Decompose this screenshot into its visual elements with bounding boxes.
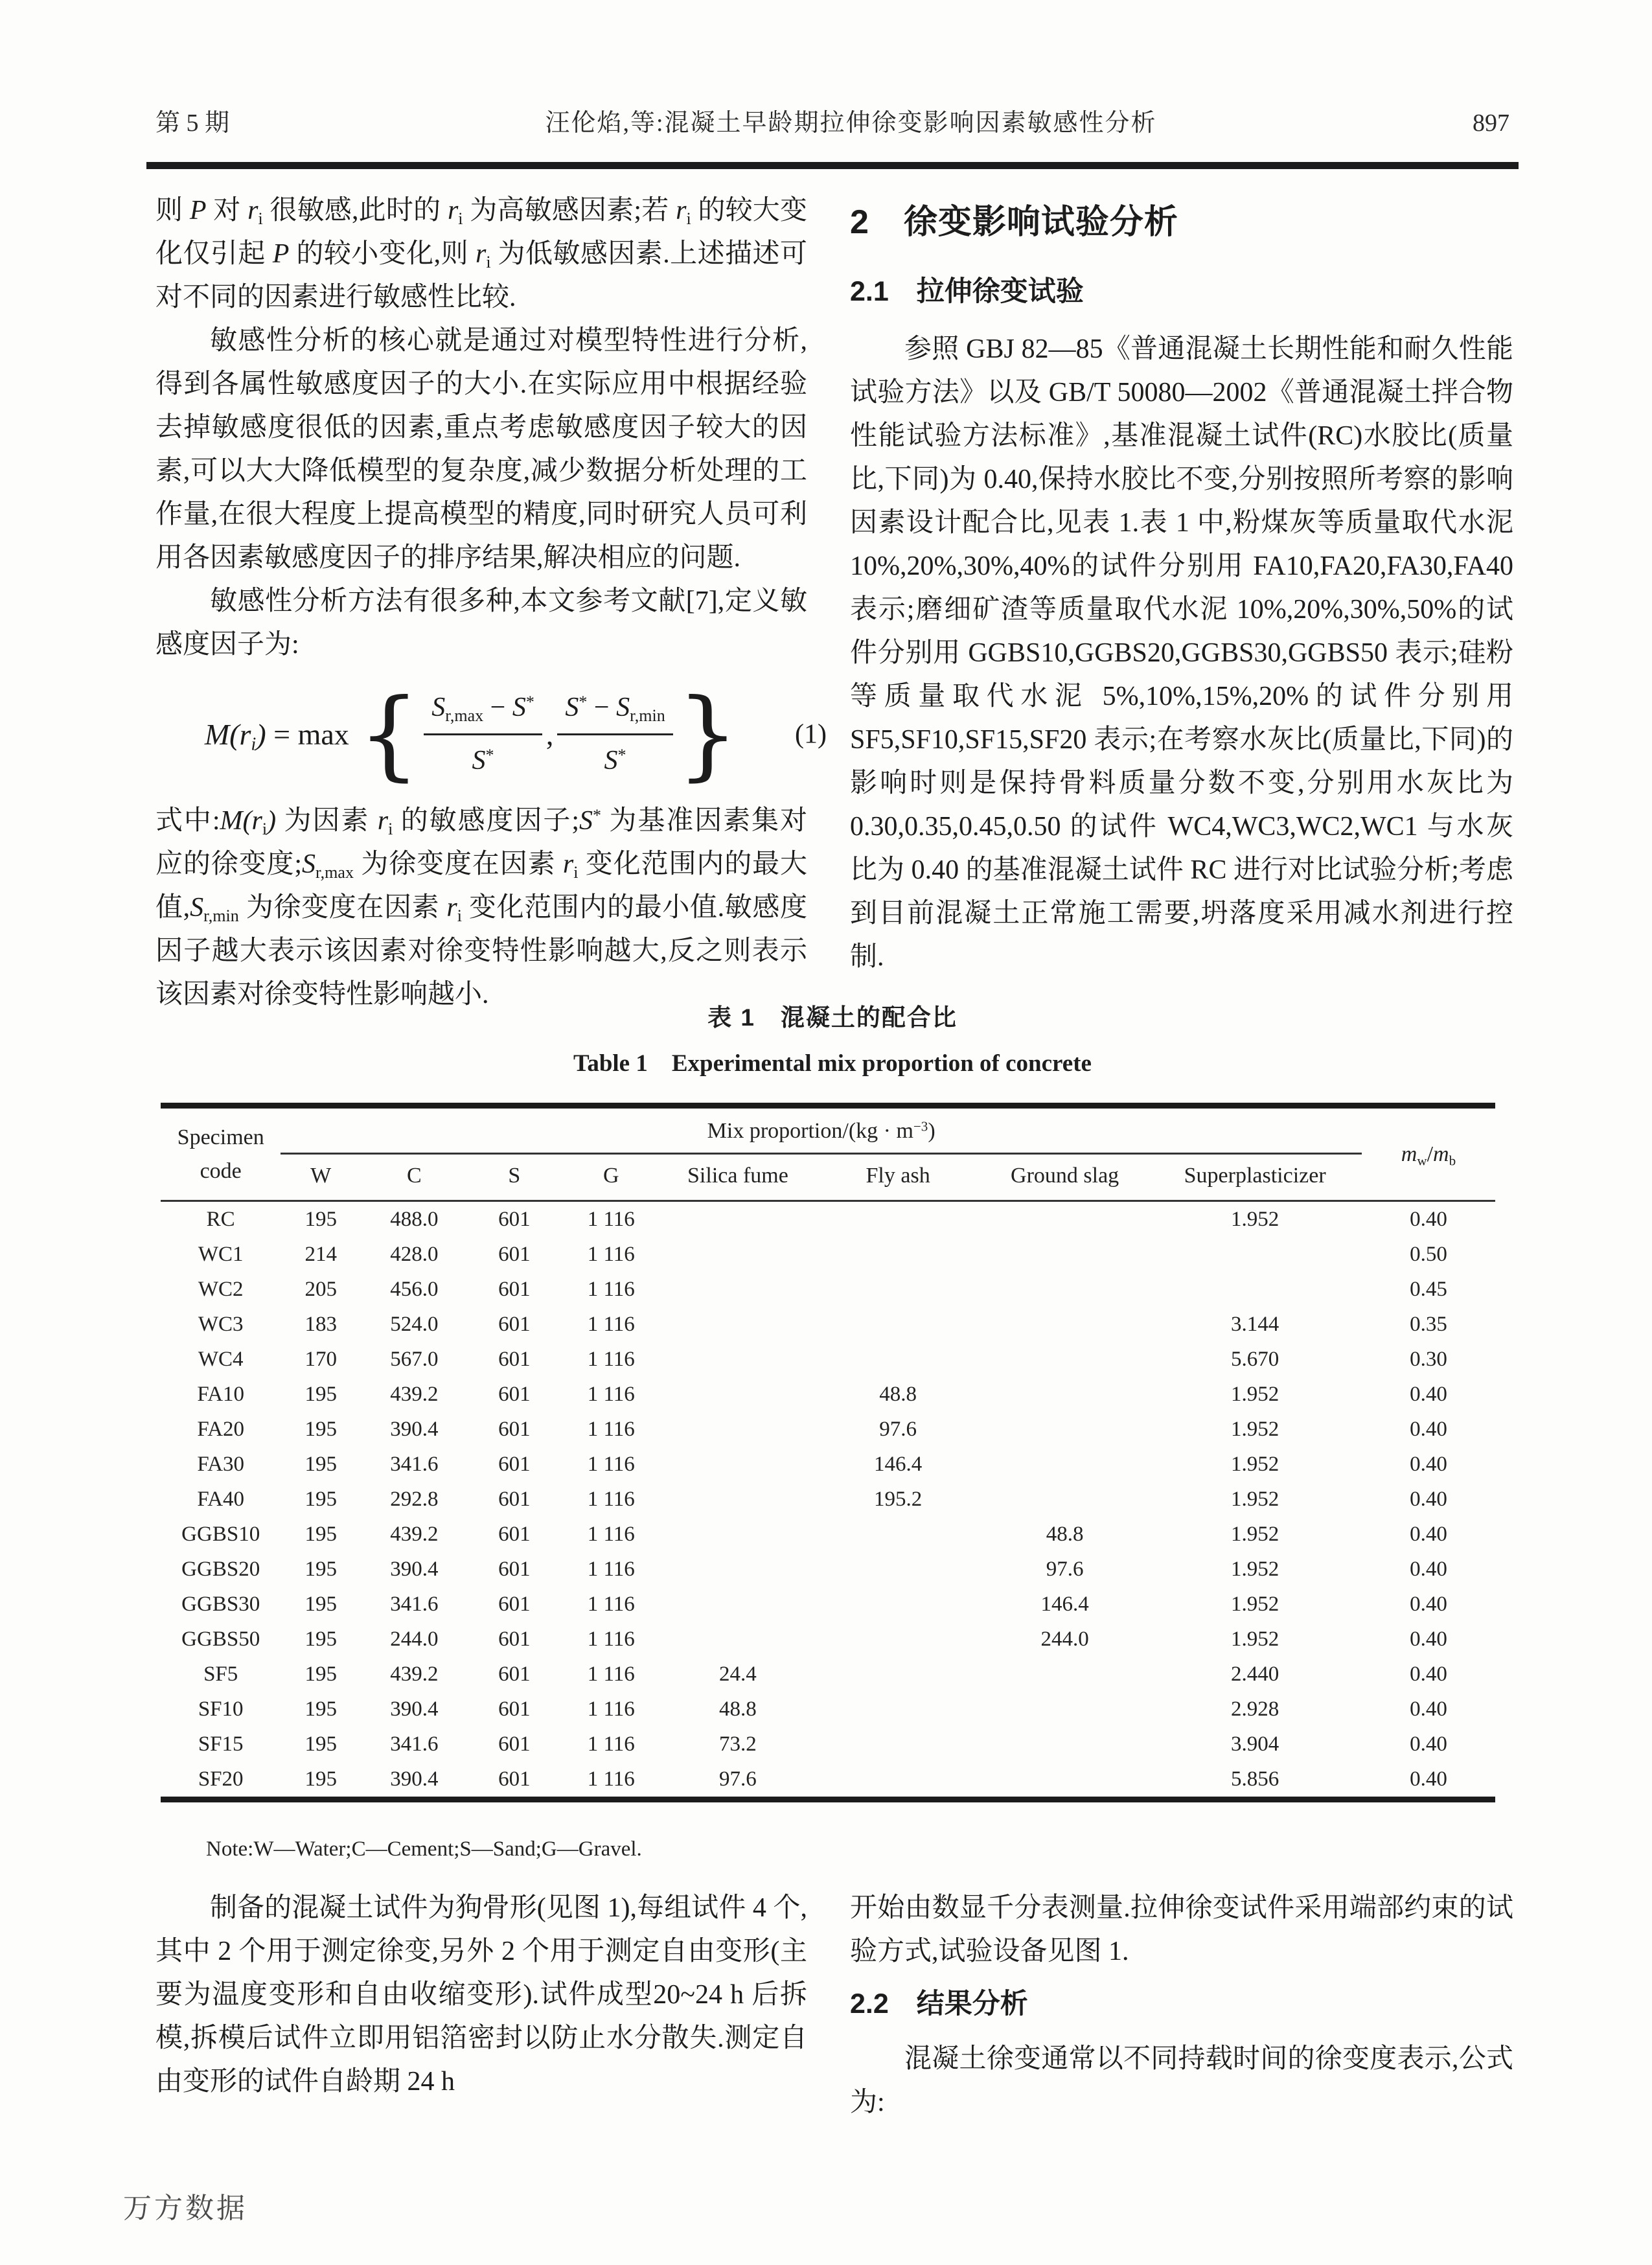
table-row — [161, 1622, 1495, 1657]
table-row — [161, 1377, 1495, 1412]
table-cell-w: 195 — [304, 1662, 337, 1686]
table-cell-sp: 1.952 — [1231, 1592, 1279, 1616]
left-column — [155, 189, 827, 1017]
table-cell-s: 601 — [498, 1557, 531, 1581]
table-cell-sp: 2.440 — [1231, 1662, 1279, 1686]
issue-label: 第 5 期 — [155, 109, 230, 137]
table-cell-s: 601 — [498, 1417, 531, 1441]
table-cell-sf — [661, 1447, 814, 1482]
table-cell-gs — [981, 1657, 1149, 1692]
col-header-specimen: Specimen code — [161, 1106, 281, 1201]
table-caption-en: Table 1 Experimental mix proportion of concrete — [573, 1050, 1092, 1077]
table-cell-c: 341.6 — [390, 1452, 439, 1476]
table-cell-sp: 1.952 — [1231, 1382, 1279, 1406]
fraction-1: $\frac{S_{r,max} - S^*}{S^*}$ — [424, 686, 542, 783]
table-cell-sp: 1.952 — [1231, 1557, 1279, 1581]
table-cell-sf: 73.2 — [719, 1732, 757, 1756]
table-cell-s: 601 — [498, 1627, 531, 1651]
table-cell-s: 601 — [498, 1767, 531, 1791]
running-title: 汪伦焰,等:混凝土早龄期拉伸徐变影响因素敏感性分析 — [545, 109, 1157, 137]
table-cell-r: 0.40 — [1410, 1452, 1447, 1476]
table-row — [161, 1342, 1495, 1377]
table-cell-gs — [981, 1727, 1149, 1762]
table-cell-c: 524.0 — [390, 1312, 439, 1336]
table-caption — [155, 998, 1509, 1078]
table-cell-w: 195 — [304, 1382, 337, 1406]
col-header-w: W — [281, 1154, 361, 1201]
table-cell-r: 0.40 — [1410, 1382, 1447, 1406]
table-cell-gs: 97.6 — [1046, 1557, 1084, 1581]
paragraph: 开始由数显千分表测量.拉伸徐变试件采用端部约束的试验方式,试验设备见图 1. — [850, 1893, 1513, 1966]
table-cell-c: 292.8 — [390, 1487, 439, 1511]
table-cell-sp: 2.928 — [1231, 1697, 1279, 1721]
table-cell-w: 195 — [304, 1697, 337, 1721]
table-row — [161, 1272, 1495, 1307]
bottom-left-column — [155, 1887, 807, 2104]
table-cell-fa — [814, 1762, 981, 1800]
table-cell-r: 0.40 — [1410, 1767, 1447, 1791]
table-cell-sp: 5.856 — [1231, 1767, 1279, 1791]
table-cell-fa: 48.8 — [879, 1382, 917, 1406]
table-cell-s: 601 — [498, 1697, 531, 1721]
table-cell-sf — [661, 1482, 814, 1517]
col-header-s: S — [468, 1154, 561, 1201]
table-cell-fa — [814, 1657, 981, 1692]
table-cell-g: 1 116 — [587, 1522, 635, 1546]
table-cell-gs — [981, 1377, 1149, 1412]
table-cell-s: 601 — [498, 1662, 531, 1686]
table-row — [161, 1482, 1495, 1517]
mix-proportion-table — [161, 1103, 1495, 1802]
table-cell-r: 0.40 — [1410, 1487, 1447, 1511]
paragraph: 敏感性分析的核心就是通过对模型特性进行分析,得到各属性敏感度因子的大小.在实际应用中根据经验去掉敏感度很低的因素,重点考虑敏感度因子较大的因素,可以大大降低模型的复杂度,减少数据分析处理的工作量,在很大程度上提高模型的精度,同时研究人员可利用各因素敏感度因子的排序结果,解决相应的问题. — [155, 326, 807, 573]
table-cell-gs — [981, 1412, 1149, 1447]
table-cell-w: 195 — [304, 1452, 337, 1476]
table-cell-gs — [981, 1201, 1149, 1237]
table-cell-fa — [814, 1272, 981, 1307]
col-header-c: C — [361, 1154, 468, 1201]
table-cell-gs: 146.4 — [1040, 1592, 1089, 1616]
equation-lhs: $M(r_i) = \max$ — [204, 718, 349, 755]
table-cell-g: 1 116 — [587, 1382, 635, 1406]
table-cell-sf — [661, 1342, 814, 1377]
table-cell-r: 0.40 — [1410, 1557, 1447, 1581]
table-cell-code: SF15 — [198, 1732, 244, 1756]
table-cell-r: 0.30 — [1410, 1347, 1447, 1371]
table-cell-r: 0.40 — [1410, 1592, 1447, 1616]
table-cell-code: SF10 — [198, 1697, 244, 1721]
table-cell-s: 601 — [498, 1382, 531, 1406]
table-cell-code: WC2 — [198, 1277, 244, 1301]
table-cell-w: 195 — [304, 1207, 337, 1231]
table-cell-sp — [1148, 1272, 1362, 1307]
col-header-g: G — [561, 1154, 661, 1201]
header-rule — [146, 162, 1519, 169]
table-cell-w: 195 — [304, 1417, 337, 1441]
col-header-fly-ash: Fly ash — [814, 1154, 981, 1201]
table-cell-s: 601 — [498, 1347, 531, 1371]
table-cell-g: 1 116 — [587, 1417, 635, 1441]
table-cell-r: 0.40 — [1410, 1522, 1447, 1546]
table-cell-fa — [814, 1552, 981, 1587]
table-cell-sf — [661, 1307, 814, 1342]
table-cell-fa — [814, 1692, 981, 1727]
table-cell-code: GGBS10 — [181, 1522, 260, 1546]
table-cell-s: 601 — [498, 1277, 531, 1301]
table-cell-g: 1 116 — [587, 1767, 635, 1791]
table-cell-code: WC3 — [198, 1312, 244, 1336]
table-cell-r: 0.40 — [1410, 1627, 1447, 1651]
table-cell-sp: 1.952 — [1231, 1627, 1279, 1651]
table-cell-fa — [814, 1307, 981, 1342]
table-cell-sf: 24.4 — [719, 1662, 757, 1686]
table-cell-sf — [661, 1552, 814, 1587]
table-cell-code: WC4 — [198, 1347, 244, 1371]
table-row — [161, 1201, 1495, 1237]
table-cell-sf — [661, 1622, 814, 1657]
table-cell-c: 439.2 — [390, 1522, 439, 1546]
table-cell-c: 390.4 — [390, 1767, 439, 1791]
table-cell-g: 1 116 — [587, 1592, 635, 1616]
table-cell-fa: 146.4 — [873, 1452, 923, 1476]
table-cell-code: FA10 — [197, 1382, 245, 1406]
table-cell-s: 601 — [498, 1487, 531, 1511]
table-cell-r: 0.40 — [1410, 1417, 1447, 1441]
equation-1: $M(r_i) = \max$ { $\frac{S_{r,max} - S^*}{S^*}$ , $\frac{S^* - S_{r,min}}{S^*}$ } (1) — [204, 678, 827, 791]
table-cell-g: 1 116 — [587, 1347, 635, 1371]
table-cell-sp: 5.670 — [1231, 1347, 1279, 1371]
table-cell-g: 1 116 — [587, 1697, 635, 1721]
table-cell-sf — [661, 1237, 814, 1272]
table-cell-c: 390.4 — [390, 1697, 439, 1721]
col-header-silica-fume: Silica fume — [661, 1154, 814, 1201]
table-row — [161, 1657, 1495, 1692]
table-cell-s: 601 — [498, 1592, 531, 1616]
section-heading: 2 徐变影响试验分析 — [850, 203, 1178, 241]
table-cell-fa — [814, 1727, 981, 1762]
table-cell-gs — [981, 1237, 1149, 1272]
table-cell-g: 1 116 — [587, 1557, 635, 1581]
table-cell-sp: 1.952 — [1231, 1487, 1279, 1511]
table-cell-sp: 1.952 — [1231, 1417, 1279, 1441]
table-cell-w: 183 — [304, 1312, 337, 1336]
table-cell-r: 0.50 — [1410, 1242, 1447, 1266]
table-cell-gs — [981, 1447, 1149, 1482]
table-cell-sp: 1.952 — [1231, 1452, 1279, 1476]
table-cell-fa: 97.6 — [879, 1417, 917, 1441]
table-cell-g: 1 116 — [587, 1627, 635, 1651]
table-cell-fa — [814, 1587, 981, 1622]
table-cell-fa: 195.2 — [873, 1487, 923, 1511]
right-column — [850, 189, 1513, 979]
table-cell-gs — [981, 1692, 1149, 1727]
table-cell-g: 1 116 — [587, 1312, 635, 1336]
fraction-2: $\frac{S^* - S_{r,min}}{S^*}$ — [557, 686, 672, 783]
table-cell-sp: 1.952 — [1231, 1207, 1279, 1231]
table-cell-c: 456.0 — [390, 1277, 439, 1301]
table-cell-sf: 48.8 — [719, 1697, 757, 1721]
table-cell-fa — [814, 1622, 981, 1657]
table-cell-code: GGBS30 — [181, 1592, 260, 1616]
table-cell-r: 0.35 — [1410, 1312, 1447, 1336]
table-row — [161, 1412, 1495, 1447]
table-cell-gs: 244.0 — [1040, 1627, 1089, 1651]
paragraph: 式中$:M(r_i)$ 为因素 $r_i$ 的敏感度因子;S* 为基准因素集对应的徐变度$;S_{r,max}$ 为徐变度在因素 $r_i$ 变化范围内的最大值$,S_{r,min}$ 为徐变度在因素 $r_i$ 变化范围内的最小值.敏感度因子越大表示该因素对徐变特性影响越大,反之则表示该因素对徐变特性影响越小. — [155, 805, 807, 1009]
table-cell-g: 1 116 — [587, 1277, 635, 1301]
table-cell-sf — [661, 1377, 814, 1412]
table-cell-g: 1 116 — [587, 1452, 635, 1476]
table-cell-gs — [981, 1307, 1149, 1342]
table-row — [161, 1237, 1495, 1272]
table-cell-s: 601 — [498, 1207, 531, 1231]
table-cell-s: 601 — [498, 1242, 531, 1266]
paragraph: 参照 GBJ 82—85《普通混凝土长期性能和耐久性能试验方法》以及 GB/T 50080—2002《普通混凝土拌合物性能试验方法标准》,基准混凝土试件(RC)水胶比(质量比,下同)为 0.40,保持水胶比不变,分别按照所考察的影响因素设计配合比,见表 1.表 1 中,粉煤灰等质量取代水泥 10%,20%,30%,40%的试件分别用 FA10,FA20,FA30,FA40 表示;磨细矿渣等质量取代水泥 10%,20%,30%,50%的试件分别用 GGBS10,GGBS20,GGBS30,GGBS50 表示;硅粉等质量取代水泥 5%,10%,15%,20%的试件分别用 SF5,SF10,SF15,SF20 表示;在考察水灰比(质量比,下同)的影响时则是保持骨料质量分数不变,分别用水灰比为 0.30,0.35,0.45,0.50 的试件 WC4,WC3,WC2,WC1 与水灰比为 0.40 的基准混凝土试件 RC 进行对比试验分析;考虑到目前混凝土正常施工需要,坍落度采用减水剂进行控制. — [850, 334, 1513, 972]
table-row — [161, 1447, 1495, 1482]
table-cell-c: 428.0 — [390, 1242, 439, 1266]
table-cell-w: 205 — [304, 1277, 337, 1301]
table-cell-sf — [661, 1587, 814, 1622]
running-head — [155, 102, 1509, 138]
table-cell-sf — [661, 1412, 814, 1447]
table-row — [161, 1552, 1495, 1587]
table-cell-w: 195 — [304, 1487, 337, 1511]
table-cell-code: RC — [206, 1207, 235, 1231]
table-cell-c: 390.4 — [390, 1557, 439, 1581]
paragraph: 敏感性分析方法有很多种,本文参考文献[7],定义敏感度因子为: — [155, 586, 807, 660]
paragraph: 则 P 对 $r_i$ 很敏感,此时的 $r_i$ 为高敏感因素;若 $r_i$ 的较大变化仅引起 P 的较小变化,则 $r_i$ 为低敏感因素.上述描述可对不同的因素进行敏感性比较. — [155, 196, 807, 312]
table-cell-sp: 3.144 — [1231, 1312, 1279, 1336]
table-cell-g: 1 116 — [587, 1732, 635, 1756]
table-cell-gs: 48.8 — [1046, 1522, 1084, 1546]
table-cell-fa — [814, 1517, 981, 1552]
table-cell-r: 0.40 — [1410, 1697, 1447, 1721]
col-header-ratio: $m_w/m_b$ — [1362, 1106, 1495, 1201]
table-row — [161, 1517, 1495, 1552]
table-cell-w: 214 — [304, 1242, 337, 1266]
table-cell-w: 195 — [304, 1627, 337, 1651]
table-cell-c: 341.6 — [390, 1732, 439, 1756]
table-row — [161, 1307, 1495, 1342]
paragraph: 制备的混凝土试件为狗骨形(见图 1),每组试件 4 个,其中 2 个用于测定徐变,另外 2 个用于测定自由变形(主要为温度变形和自由收缩变形).试件成型20~24 h 后拆模,拆模后试件立即用铝箔密封以防止水分散失.测定自由变形的试件自龄期 24 h — [155, 1893, 807, 2097]
table-cell-r: 0.40 — [1410, 1732, 1447, 1756]
table-cell-s: 601 — [498, 1522, 531, 1546]
col-header-ground-slag: Ground slag — [981, 1154, 1149, 1201]
table-cell-s: 601 — [498, 1452, 531, 1476]
subsection-heading: 2.1 拉伸徐变试验 — [850, 276, 1084, 307]
table-cell-sp — [1148, 1237, 1362, 1272]
table-cell-w: 170 — [304, 1347, 337, 1371]
table-cell-c: 488.0 — [390, 1207, 439, 1231]
table-cell-c: 341.6 — [390, 1592, 439, 1616]
equation-number: (1) — [795, 719, 827, 749]
table-cell-r: 0.40 — [1410, 1662, 1447, 1686]
table-cell-gs — [981, 1482, 1149, 1517]
wanfang-watermark: 万方数据 — [123, 2192, 247, 2224]
table-cell-sf — [661, 1517, 814, 1552]
bottom-right-column — [850, 1887, 1513, 2124]
table-cell-code: FA30 — [197, 1452, 245, 1476]
table-body — [161, 1201, 1495, 1800]
table-cell-code: GGBS20 — [181, 1557, 260, 1581]
table-row — [161, 1692, 1495, 1727]
table-cell-r: 0.45 — [1410, 1277, 1447, 1301]
comma: , — [545, 718, 554, 751]
table-cell-gs — [981, 1762, 1149, 1800]
table-cell-fa — [814, 1342, 981, 1377]
table-row — [161, 1762, 1495, 1800]
table-cell-sf: 97.6 — [719, 1767, 757, 1791]
table-note: Note:W—Water;C—Cement;S—Sand;G—Gravel. — [206, 1837, 642, 1861]
table-cell-code: SF20 — [198, 1767, 244, 1791]
table-cell-sp: 1.952 — [1231, 1522, 1279, 1546]
table-cell-code: FA40 — [197, 1487, 245, 1511]
subsection-heading: 2.2 结果分析 — [850, 1988, 1028, 2019]
table-cell-w: 195 — [304, 1522, 337, 1546]
table-cell-g: 1 116 — [587, 1242, 635, 1266]
table-cell-gs — [981, 1342, 1149, 1377]
table-cell-c: 244.0 — [390, 1627, 439, 1651]
table-cell-fa — [814, 1201, 981, 1237]
table-row — [161, 1587, 1495, 1622]
col-header-superplasticizer: Superplasticizer — [1148, 1154, 1362, 1201]
table-cell-w: 195 — [304, 1557, 337, 1581]
page-number: 897 — [1472, 109, 1509, 137]
table-cell-c: 439.2 — [390, 1382, 439, 1406]
paragraph: 混凝土徐变通常以不同持载时间的徐变度表示,公式为: — [850, 2044, 1513, 2117]
table-cell-w: 195 — [304, 1732, 337, 1756]
table-cell-code: GGBS50 — [181, 1627, 260, 1651]
table-cell-c: 439.2 — [390, 1662, 439, 1686]
table-cell-s: 601 — [498, 1732, 531, 1756]
table-cell-gs — [981, 1272, 1149, 1307]
table-cell-sp: 3.904 — [1231, 1732, 1279, 1756]
table-cell-w: 195 — [304, 1592, 337, 1616]
table-caption-zh: 表 1 混凝土的配合比 — [707, 1004, 958, 1031]
table-cell-c: 567.0 — [390, 1347, 439, 1371]
table-cell-sf — [661, 1272, 814, 1307]
table-cell-sf — [661, 1201, 814, 1237]
table-row — [161, 1727, 1495, 1762]
table-cell-r: 0.40 — [1410, 1207, 1447, 1231]
table-cell-code: SF5 — [203, 1662, 238, 1686]
table-cell-w: 195 — [304, 1767, 337, 1791]
table-cell-s: 601 — [498, 1312, 531, 1336]
table-cell-g: 1 116 — [587, 1662, 635, 1686]
col-header-mix-proportion: Mix proportion/(kg · $m^{-3}$) — [281, 1106, 1362, 1154]
table-cell-code: FA20 — [197, 1417, 245, 1441]
table-cell-c: 390.4 — [390, 1417, 439, 1441]
table-cell-code: WC1 — [198, 1242, 244, 1266]
table-cell-g: 1 116 — [587, 1487, 635, 1511]
table-cell-fa — [814, 1237, 981, 1272]
table-cell-g: 1 116 — [587, 1207, 635, 1231]
